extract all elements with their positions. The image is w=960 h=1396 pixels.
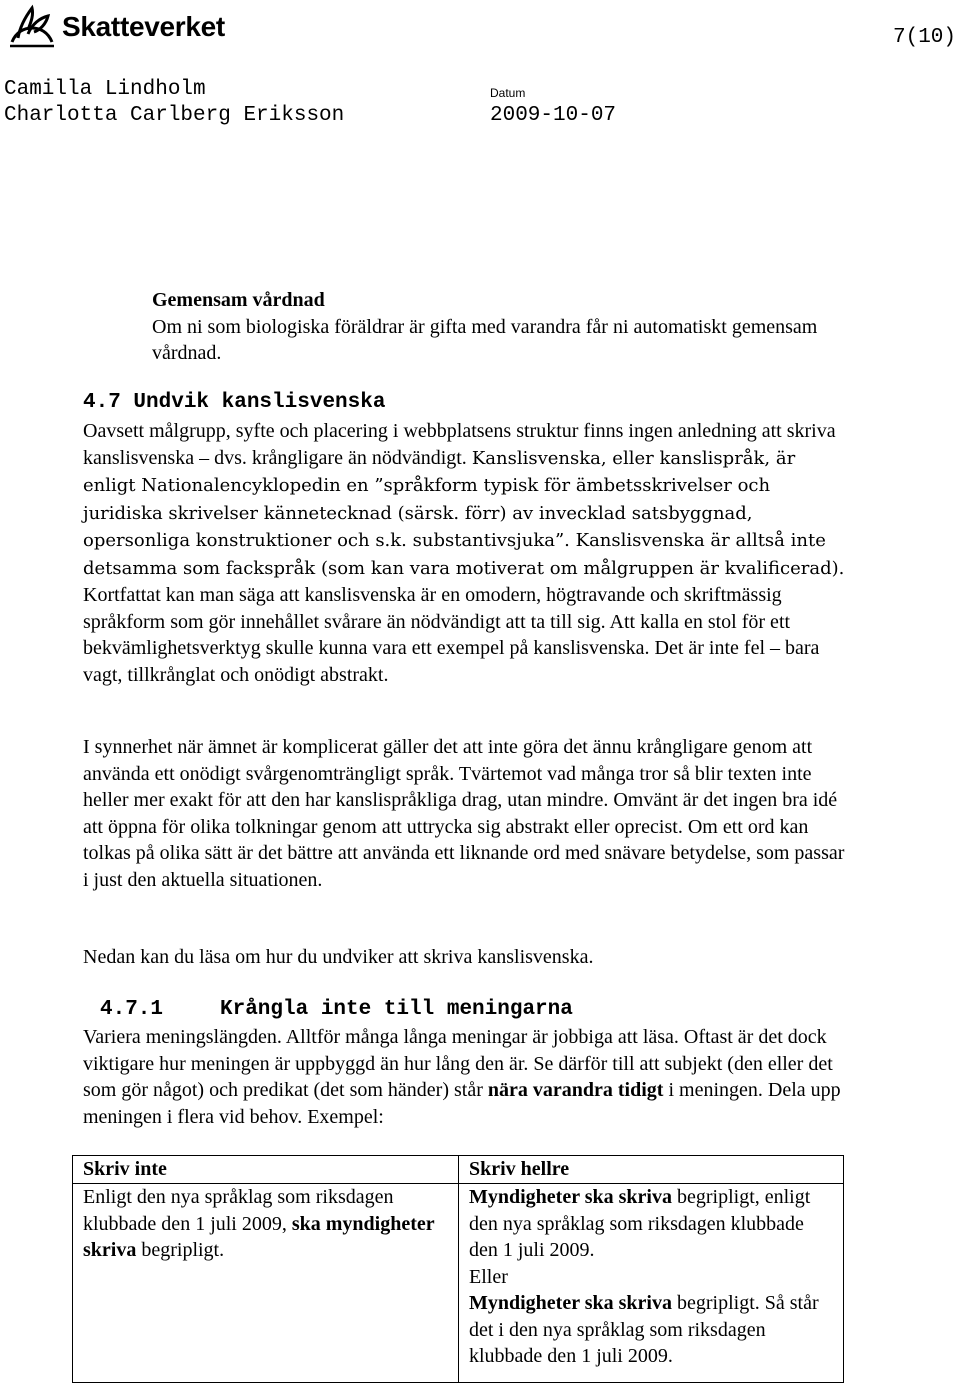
table-row (73, 1184, 844, 1383)
subsection-title: Krångla inte till meningarna (220, 998, 573, 1021)
document-date: 2009-10-07 (490, 104, 617, 127)
cell-text: Enligt den nya språklag som riksdagen klubbade den 1 juli 2009, (83, 1186, 394, 1235)
paragraph-text: Oavsett målgrupp, syfte och placering i webbplatsens struktur finns ingen anledning att skriva kanslisvenska – dvs. krångligare än nödvändigt. (83, 420, 836, 469)
subsection-paragraph (83, 1024, 853, 1130)
subsection-number: 4.7.1 (100, 998, 164, 1021)
intro-block (152, 287, 852, 367)
table-header-row (73, 1156, 844, 1184)
emphasis-text: nära varandra tidigt (487, 1079, 664, 1101)
section-paragraph-1 (83, 418, 853, 688)
paragraph-text: i meningen. Dela upp meningen i flera vid behov. Exempel: (83, 1079, 841, 1128)
intro-text: Om ni som biologiska föräldrar är gifta med varandra får ni automatiskt gemensam vårdnad. (152, 315, 818, 364)
intro-heading: Gemensam vårdnad (152, 289, 325, 311)
cell-emphasis: ska myndigheter skriva (83, 1212, 435, 1261)
skatteverket-logo (6, 2, 225, 48)
crown-logo-icon (6, 2, 58, 48)
column-header-skriv-hellre: Skriv hellre (459, 1156, 844, 1184)
author-name: Camilla Lindholm (4, 78, 206, 101)
section-heading: 4.7 Undvik kanslisvenska (83, 391, 386, 414)
paragraph-text: Kanslisvenska, eller kanslispråk, är enligt Nationalencyklopedin en ”språkform typisk för ämbetsskrivelser och juridiska skrivelser kännetecknad (särsk. förr) av invecklad satsbyggnad, opersonliga konstruktioner och s.k. substantivsjuka”. Kanslisvenska är alltså inte detsamma som fackspråk (som kan vara motiverat om målgruppen är kvalificerad). (83, 447, 845, 579)
logo-text: Skatteverket (62, 11, 225, 42)
cell-emphasis: Myndigheter ska skriva (469, 1292, 672, 1314)
table-cell-skriv-hellre (459, 1184, 844, 1383)
date-label: Datum (490, 86, 526, 100)
section-paragraph-3: Nedan kan du läsa om hur du undviker att skriva kanslisvenska. (83, 946, 594, 968)
cell-text: begripligt. (136, 1239, 225, 1261)
cell-text: Eller (469, 1265, 508, 1288)
example-table (72, 1155, 844, 1383)
cell-text: begripligt, enligt den nya språklag som riksdagen klubbade den 1 juli 2009. (469, 1186, 811, 1261)
cell-emphasis: Myndigheter ska skriva (469, 1186, 672, 1208)
table-cell-skriv-inte (73, 1184, 459, 1383)
cell-text: begripligt. Så står det i den nya språklag som riksdagen klubbade den 1 juli 2009. (469, 1292, 819, 1367)
section-paragraph-2: I synnerhet när ämnet är komplicerat gäller det att inte göra det ännu krångligare genom att använda ett onödigt svårgenomträngligt språk. Tvärtemot vad många tror så blir texten inte heller mer exakt för att den har kanslispråkliga drag, utan mindre. Omvänt är det ingen bra idé att öppna för olika tolkningar genom att uttrycka sig abstrakt eller oprecist. Om ett ord kan tolkas på olika sätt är det bättre att använda ett liknande ord med snävare betydelse, som passar i just den aktuella situationen. (83, 736, 845, 891)
column-header-skriv-inte: Skriv inte (73, 1156, 459, 1184)
author-name: Charlotta Carlberg Eriksson (4, 104, 345, 127)
paragraph-text: Kortfattat kan man säga att kanslisvenska är en omodern, högtravande och skriftmässig språkform som gör innehållet svårare än nödvändigt att ta till sig. Att kalla en stol för ett bekvämlighetsverktyg skulle kunna vara ett exempel på kanslisvenska. Det är inte fel – bara vagt, tillkrånglat och onödigt abstrakt. (83, 584, 820, 686)
paragraph-text: Variera meningslängden. Alltför många långa meningar är jobbiga att läsa. Oftast är det dock viktigare hur meningen är uppbyggd än hur lång den är. Se därför till att subjekt (den eller det som gör något) och predikat (det som händer) står (83, 1026, 833, 1101)
page-number: 7(10) (892, 26, 956, 49)
